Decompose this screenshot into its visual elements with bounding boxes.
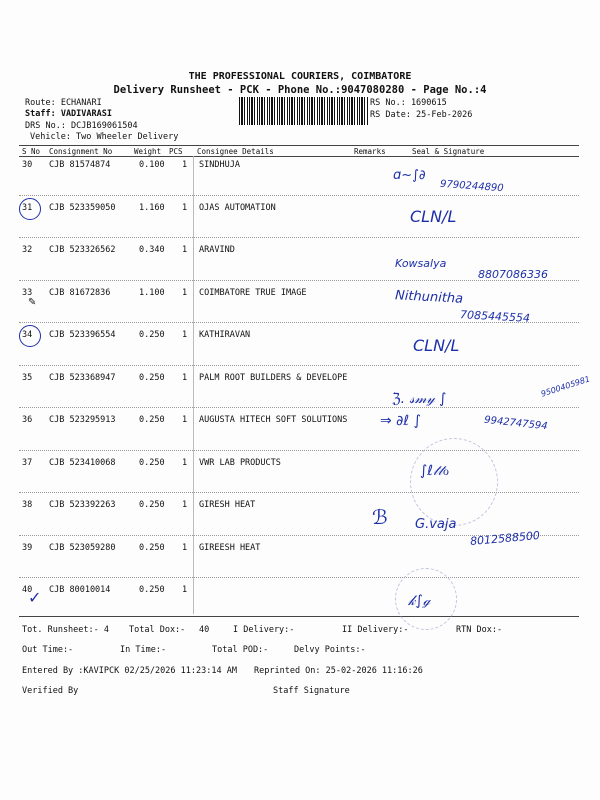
row-pcs: 1 (182, 457, 188, 468)
row-weight: 1.160 (139, 202, 165, 213)
row-sno: 35 (22, 372, 33, 383)
handwriting-32-name: Kowsalya (395, 257, 447, 270)
row-pcs: 1 (182, 160, 188, 170)
row-weight: 0.250 (139, 542, 165, 553)
col-consignment: Consignment No (49, 147, 113, 156)
signature-37: ∫ℓ𝓉𝓉ℴ (420, 463, 450, 479)
row-consignment-no: CJB 523392263 (49, 500, 116, 510)
verified-by: Verified By (22, 686, 79, 696)
table-row (0, 373, 600, 415)
delvy-points: Delvy Points:- (294, 645, 366, 655)
row-pcs: 1 (182, 287, 188, 298)
handwriting-34: CLN/L (413, 336, 460, 355)
table-rule-bottom (19, 616, 579, 617)
table-row (0, 330, 600, 372)
row-weight: 0.250 (139, 330, 165, 340)
handwriting-33-phone: 7085445554 (459, 308, 531, 325)
row-divider (19, 195, 579, 196)
row-divider (19, 577, 579, 578)
row-pcs: 1 (182, 542, 188, 553)
row-consignment-no: CJB 81672836 (49, 287, 111, 298)
row-sno: 38 (22, 500, 33, 510)
row-consignment-no: CJB 523326562 (49, 245, 116, 255)
total-pod: Total POD:- (212, 645, 269, 655)
row-consignment-no: CJB 523359050 (49, 202, 116, 213)
row-sno: 39 (22, 542, 33, 553)
row-consignment-no: CJB 523396554 (49, 330, 116, 340)
row-34-circle (19, 325, 41, 347)
row-weight: 0.250 (139, 457, 165, 468)
row-consignment-no: CJB 523059280 (49, 542, 116, 553)
row-consignee: SINDHUJA (199, 160, 240, 170)
row-weight: 0.250 (139, 500, 165, 510)
row-consignee: PALM ROOT BUILDERS & DEVELOPE (199, 372, 348, 383)
rtn-dox: RTN Dox:- (456, 625, 503, 635)
signature-30: ɑ~∫∂ (393, 168, 426, 183)
row-pcs: 1 (182, 415, 188, 425)
row-pcs: 1 (182, 500, 188, 510)
row-consignee: COIMBATORE TRUE IMAGE (199, 287, 307, 298)
handwriting-36: 9942747594 (483, 414, 549, 433)
row-pcs: 1 (182, 372, 188, 383)
row-consignee: VWR LAB PRODUCTS (199, 457, 281, 468)
total-dox-value: 40 (199, 625, 210, 635)
signature-36: ⇒ ∂ℓ ∫ (380, 413, 421, 429)
row-sno: 30 (22, 160, 33, 170)
handwriting-30: 9790244890 (439, 178, 504, 195)
row-consignment-no: CJB 523368947 (49, 372, 116, 383)
out-time: Out Time:- (22, 645, 74, 655)
checkmark-40: ✓ (28, 588, 42, 607)
barcode (239, 97, 368, 125)
runsheet-subtitle: Delivery Runsheet - PCK - Phone No.:9047080280 - Page No.:4 (113, 84, 487, 96)
handwriting-31: CLN/L (410, 207, 457, 226)
row-divider (19, 365, 579, 366)
row-consignment-no: CJB 81574874 (49, 160, 111, 170)
handwriting-32-phone: 8807086336 (478, 268, 548, 281)
row-consignment-no: CJB 523295913 (49, 415, 116, 425)
in-time: In Time:- (120, 645, 167, 655)
row-pcs: 1 (182, 330, 188, 340)
row-divider (19, 407, 579, 408)
handwriting-33-name: Nithunitha (394, 288, 464, 307)
rs-number: RS No.: 1690615 (370, 98, 447, 108)
row-divider (19, 237, 579, 238)
row-sno: 33 (22, 287, 33, 298)
col-consignee: Consignee Details (197, 147, 274, 156)
staff-signature: Staff Signature (273, 686, 350, 696)
row-sno: 40 (22, 585, 33, 595)
row-weight: 0.250 (139, 415, 165, 425)
route-label: Route: ECHANARI (25, 98, 102, 108)
drs-number: DRS No.: DCJB169061504 (25, 121, 138, 131)
row-pcs: 1 (182, 202, 188, 213)
vehicle-label: Vehicle: Two Wheeler Delivery (30, 132, 179, 142)
row-pcs: 1 (182, 585, 188, 595)
row-consignee: ARAVIND (199, 245, 235, 255)
reprinted-on: Reprinted On: 25-02-2026 11:16:26 (254, 666, 423, 676)
header-rule-bottom (19, 156, 579, 157)
col-seal: Seal & Signature (412, 147, 485, 156)
row-sno: 36 (22, 415, 33, 425)
handwriting-39-phone: 8012588500 (469, 528, 541, 549)
row-consignee: AUGUSTA HITECH SOFT SOLUTIONS (199, 415, 348, 425)
table-row (0, 458, 600, 500)
company-stamp (410, 438, 498, 526)
signature-38: ℬ (372, 505, 388, 529)
ii-delivery: II Delivery:- (342, 625, 409, 635)
row-weight: 0.340 (139, 245, 165, 255)
col-pcs: PCS (169, 147, 183, 156)
row-sno: 32 (22, 245, 33, 255)
row-consignment-no: CJB 523410068 (49, 457, 116, 468)
row-divider (19, 450, 579, 451)
table-row (0, 585, 600, 627)
handwriting-35: 9500405981 (539, 374, 592, 399)
rs-date: RS Date: 25-Feb-2026 (370, 110, 473, 120)
i-delivery: I Delivery:- (233, 625, 295, 635)
row-consignee: OJAS AUTOMATION (199, 202, 276, 213)
row-consignee: GIRESH HEAT (199, 500, 256, 510)
table-row (0, 203, 600, 245)
handwriting-39-name: G.vaja (415, 517, 457, 532)
row-consignee: KATHIRAVAN (199, 330, 251, 340)
company-title: THE PROFESSIONAL COURIERS, COIMBATORE (188, 71, 412, 82)
entered-by: Entered By :KAVIPCK 02/25/2026 11:23:14 AM (22, 666, 237, 676)
table-row (0, 160, 600, 202)
col-weight: Weight (134, 147, 162, 156)
row-pcs: 1 (182, 245, 188, 255)
row-31-circle (19, 198, 41, 220)
row-weight: 0.250 (139, 372, 165, 383)
signature-40: 𝓀∫ℊ (408, 593, 431, 609)
row-sno: 37 (22, 457, 33, 468)
row-weight: 0.100 (139, 160, 165, 170)
tot-runsheet: Tot. Runsheet:- 4 (22, 625, 109, 635)
row-weight: 1.100 (139, 287, 165, 298)
row-weight: 0.250 (139, 585, 165, 595)
col-sno: S No (22, 147, 41, 156)
header-rule-top (19, 145, 579, 146)
row-consignment-no: CJB 80010014 (49, 585, 111, 595)
col-remarks: Remarks (354, 147, 386, 156)
signature-35: ℨ. 𝓈𝓂𝓎 ∫ (392, 391, 447, 407)
pen-mark-33: ✎ (28, 297, 37, 308)
row-consignee: GIREESH HEAT (199, 542, 261, 553)
row-sno: 31 (22, 202, 33, 213)
row-sno: 34 (22, 330, 33, 340)
staff-label: Staff: VADIVARASI (25, 109, 112, 119)
table-row (0, 543, 600, 585)
total-dox-label: Total Dox:- (129, 625, 186, 635)
